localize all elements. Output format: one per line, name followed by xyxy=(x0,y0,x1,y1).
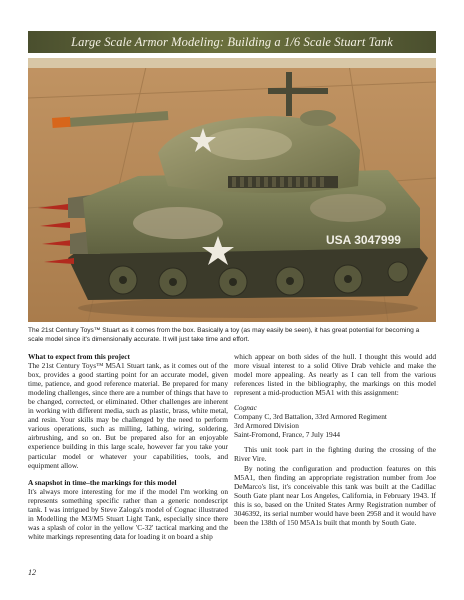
paragraph-markings: It's always more interesting for me if the model I'm working on represents something specific rather than a generic nondescript tank. I was intrigued by Steve Zaloga's model of Cognac illustrated in Modelling the M3/M5 Stuart Light Tank, especially since there was a splash of color in the yellow 'C-32' tactical marking and the white markings representing data for loading it on board a ship xyxy=(28,486,228,541)
right-column xyxy=(234,352,436,527)
unit-company: Company C, 3rd Battalion, 33rd Armored Regiment xyxy=(234,412,387,422)
paragraph-expectations: The 21st Century Toys™ M5A1 Stuart tank, as it comes out of the box, provides a good starting point for an accurate model, given time, patience, and good reference material. Be prepared for many modeling challenges, since there are a number of things that have to be changed, corrected, or eliminated. Other challenges are inherent in working with different media, such as plastic, brass, white metal, and resin. Your skills may be challenged by the need to perform various operations, such as milling, lathing, wiring, soldering, airbrushing, and so on. But be prepared also for an enjoyable experience building in this large scale, however far you take your particular model or whatever your capabilities, tools, and equipment allow. xyxy=(28,361,228,470)
unit-division: 3rd Armored Division xyxy=(234,421,299,431)
page-number: 12 xyxy=(28,568,36,577)
section-heading-expectations: What to expect from this project xyxy=(28,352,130,361)
hull-marking: USA 3047999 xyxy=(326,233,401,247)
unit-location: Saint-Fromond, France, 7 July 1944 xyxy=(234,430,341,440)
section-heading-markings: A snapshot in time–the markings for this model xyxy=(28,477,177,487)
unit-name: Cognac xyxy=(234,403,257,413)
paragraph-continued: which appear on both sides of the hull. I thought this would add more visual interest to a solid Olive Drab vehicle and make the model more appealing. As nearly as I can tell from the various references listed in the bibliography, the markings on this model represent a mid-production M5A1 with this assignment: xyxy=(234,352,436,398)
paragraph-registration: By noting the configuration and production features on this M5A1, then finding an appropriate registration number from Joe DeMarco's list, it's conceivable this tank was built at the Cadillac South Gate plant near Los Angeles, California, in February 1943. If this is so, based on the United States Army Registration number of 3046392, its serial number would have been 2958 and it would have been the 138th of 150 M5A1s built that month by South Gate. xyxy=(234,463,436,527)
left-column xyxy=(28,352,228,541)
header-banner xyxy=(28,31,436,53)
spacer xyxy=(28,470,228,478)
paragraph-river-vire: This unit took part in the fighting during the crossing of the River Vire. xyxy=(234,445,436,464)
photo-caption: The 21st Century Toys™ Stuart as it comes from the box. Basically a toy (as may easily be seen), it has great potential for becoming a scale model since it's dimensionally accurate. It will just take time and effort. xyxy=(28,327,420,343)
tank-photo xyxy=(28,58,436,322)
header-title: Large Scale Armor Modeling: Building a 1/6 Scale Stuart Tank xyxy=(71,34,393,49)
